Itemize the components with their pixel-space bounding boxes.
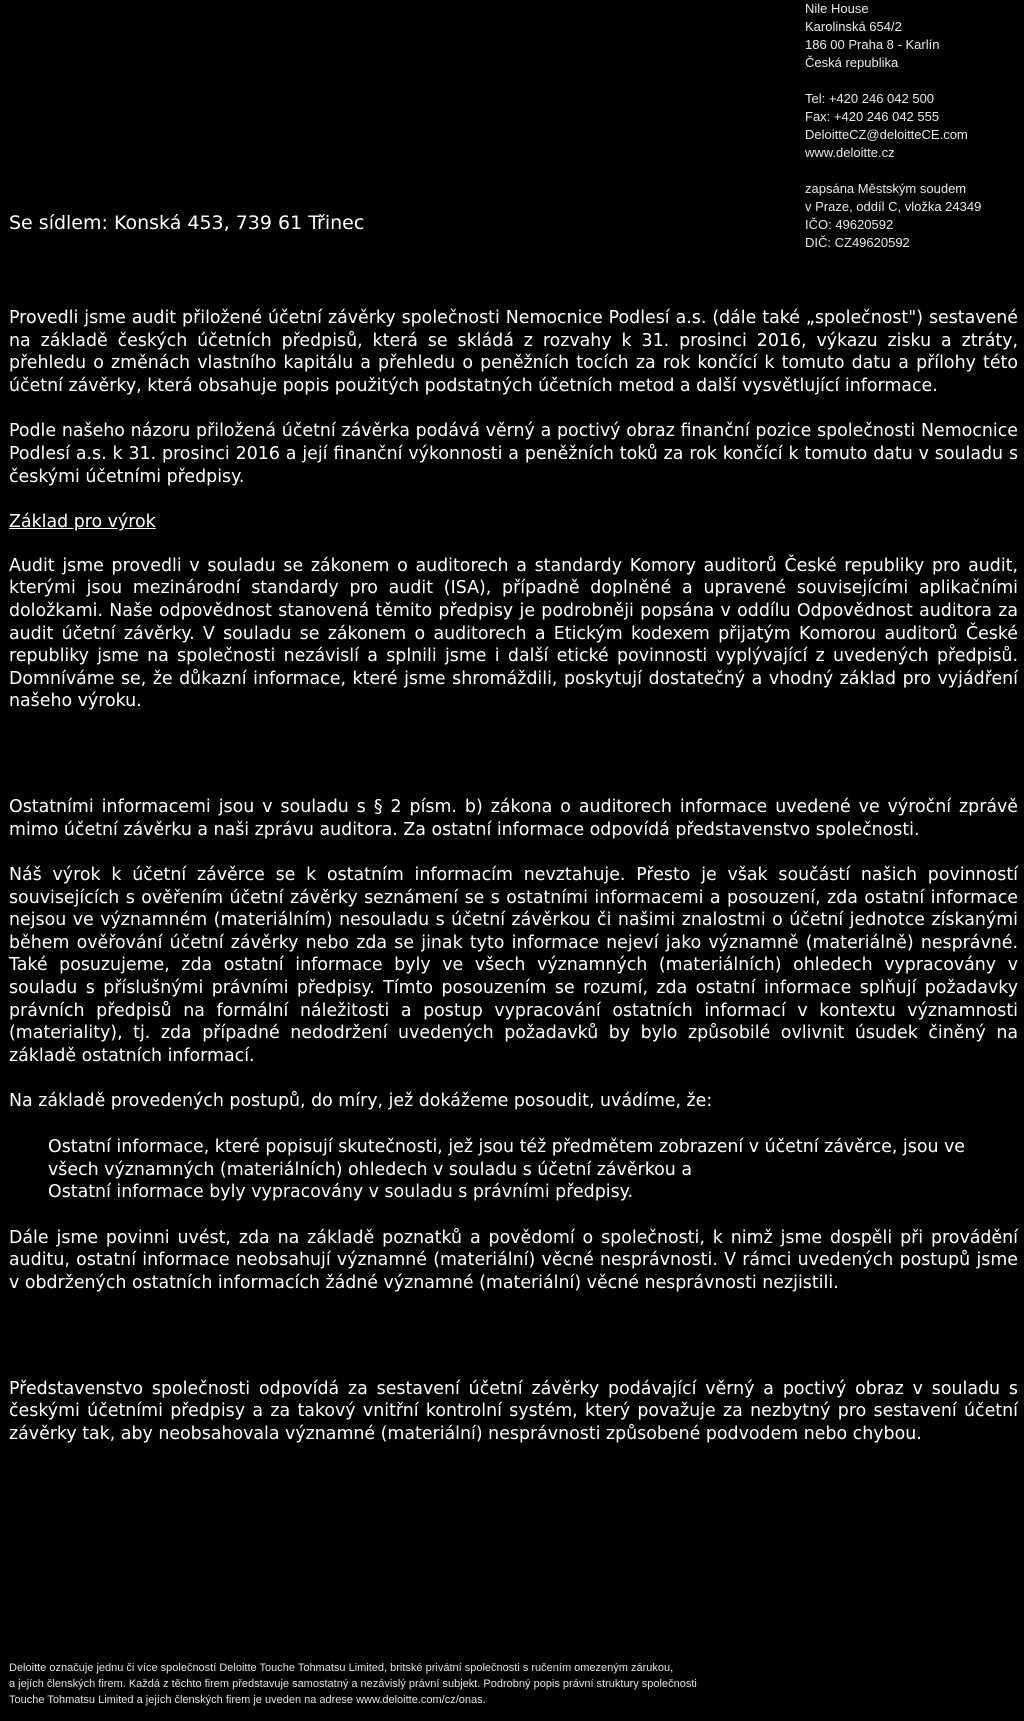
address-web: www.deloitte.cz bbox=[805, 145, 895, 160]
address-email: DeloitteCZ@deloitteCE.com bbox=[805, 127, 968, 142]
paragraph-opinion: Podle našeho názoru přiložená účetní závěrka podává věrný a poctivý obraz finanční pozice společnosti Nemocnice Podlesí a.s. k 31. prosinci 2016 a její finanční výkonnosti a peněžních toků za rok končící k tomuto datu v souladu s českými účetními předpisy. bbox=[9, 421, 1018, 487]
report-body bbox=[9, 307, 1018, 1468]
footer-line: a jejích členských firem. Každá z těchto firem představuje samostatný a nezávislý právní subjekt. Podrobný popis právní struktury společnosti bbox=[9, 1678, 697, 1690]
findings-list bbox=[9, 1136, 1018, 1204]
paragraph-audit-scope: Provedli jsme audit přiložené účetní závěrky společnosti Nemocnice Podlesí a.s. (dále také „společnost") sestavené na základě českých účetních předpisů, která se skládá z rozvahy k 31. prosinci 2016, výkazu zisku a ztráty, přehledu o změnách vlastního kapitálu a přehledu o peněžních tocích za rok končící k tomuto datu a přílohy této účetní závěrky, která obsahuje popis použitých podstatných účetních metod a další vysvětlující informace. bbox=[9, 308, 1018, 396]
address-city: 186 00 Praha 8 - Karlín bbox=[805, 37, 940, 52]
paragraph-other-info: Ostatními informacemi jsou v souladu s § 2 písm. b) zákona o auditorech informace uvedené ve výroční zprávě mimo účetní závěrku a naši zprávu auditora. Za ostatní informace odpovídá představenstvo společnosti. bbox=[9, 796, 1018, 840]
office-address-block bbox=[805, 0, 1020, 252]
address-company: Nile House bbox=[805, 1, 869, 16]
list-item: Ostatní informace, které popisují skutečnosti, jež jsou též předmětem zobrazení v účetní závěrce, jsou ve všech významných (materiálních) ohledech v souladu s účetní závěrkou a bbox=[48, 1137, 966, 1180]
footer-line: Deloitte označuje jednu či více společností Deloitte Touche Tohmatsu Limited, britské privátní společnosti s ručením omezeným zárukou, bbox=[9, 1662, 674, 1674]
address-street: Karolinská 654/2 bbox=[805, 19, 902, 34]
company-seat: Se sídlem: Konská 453, 739 61 Třinec bbox=[9, 212, 365, 234]
address-ico: IČO: 49620592 bbox=[805, 217, 894, 232]
address-registry-1: zapsána Městským soudem bbox=[805, 181, 967, 196]
legal-footer bbox=[9, 1660, 1018, 1708]
address-fax: Fax: +420 246 042 555 bbox=[805, 109, 940, 124]
section-heading-basis: Základ pro výrok bbox=[9, 512, 156, 533]
address-registry-2: v Praze, oddíl C, vložka 24349 bbox=[805, 199, 982, 214]
paragraph-other-info-review: Náš výrok k účetní závěrce se k ostatním informacím nevztahuje. Přesto je však součástí našich povinností souvisejících s ověřením účetní závěrky seznámení se s ostatními informacemi a posouzení, zda ostatní informace nejsou ve významném (materiálním) nesouladu s účetní závěrkou či našimi znalostmi o účetní jednotce získanými během ověřování účetní závěrky nebo zda se jinak tyto informace nejeví jako významně (materiálně) nesprávné. Také posuzujeme, zda ostatní informace byly ve všech významných (materiálních) ohledech vypracovány v souladu s příslušnými právními předpisy. Tímto posouzením se rozumí, zda ostatní informace splňují požadavky právních předpisů na formální náležitosti a postup vypracování ostatních informací v kontextu významnosti (materiality), tj. zda případné nedodržení uvedených požadavků by bylo způsobilé ovlivnit úsudek činěný na základě ostatních informací. bbox=[9, 865, 1018, 1066]
address-tel: Tel: +420 246 042 500 bbox=[805, 91, 935, 106]
paragraph-procedures: Na základě provedených postupů, do míry, jež dokážeme posoudit, uvádíme, že: bbox=[9, 1091, 713, 1112]
address-country: Česká republika bbox=[805, 55, 899, 70]
footer-line: Touche Tohmatsu Limited a jejích členských firem je uveden na adrese www.deloitte.com/cz/onas. bbox=[9, 1694, 486, 1706]
paragraph-basis: Audit jsme provedli v souladu se zákonem o auditorech a standardy Komory auditorů České republiky pro audit, kterými jsou mezinárodní standardy pro audit (ISA), případně doplněné a upravené souvisejícími aplikačními doložkami. Naše odpovědnost stanovená těmito předpisy je podrobněji popsána v oddílu Odpovědnost auditora za audit účetní závěrky. V souladu se zákonem o auditorech a Etickým kodexem přijatým Komorou auditorů České republiky jsme na společnosti nezávislí a splnili jsme i další etické povinnosti vyplývající z uvedených předpisů. Domníváme se, že důkazní informace, které jsme shromáždili, poskytují dostatečný a vhodný základ pro vyjádření našeho výroku. bbox=[9, 555, 1018, 712]
paragraph-misstatements: Dále jsme povinni uvést, zda na základě poznatků a povědomí o společnosti, k nimž jsme dospěli při provádění auditu, ostatní informace neobsahují významné (materiální) věcné nesprávnosti. V rámci uvedených postupů jsme v obdržených ostatních informacích žádné významné (materiální) věcné nesprávnosti nezjistili. bbox=[9, 1227, 1018, 1293]
list-item: Ostatní informace byly vypracovány v souladu s právními předpisy. bbox=[48, 1182, 633, 1203]
paragraph-board-responsibility: Představenstvo společnosti odpovídá za sestavení účetní závěrky podávající věrný a poctivý obraz v souladu s českými účetními předpisy a za takový vnitřní kontrolní systém, který považuje za nezbytný pro sestavení účetní závěrky tak, aby neobsahovala významné (materiální) nesprávnosti způsobené podvodem nebo chybou. bbox=[9, 1378, 1018, 1444]
address-dic: DIČ: CZ49620592 bbox=[805, 235, 910, 250]
